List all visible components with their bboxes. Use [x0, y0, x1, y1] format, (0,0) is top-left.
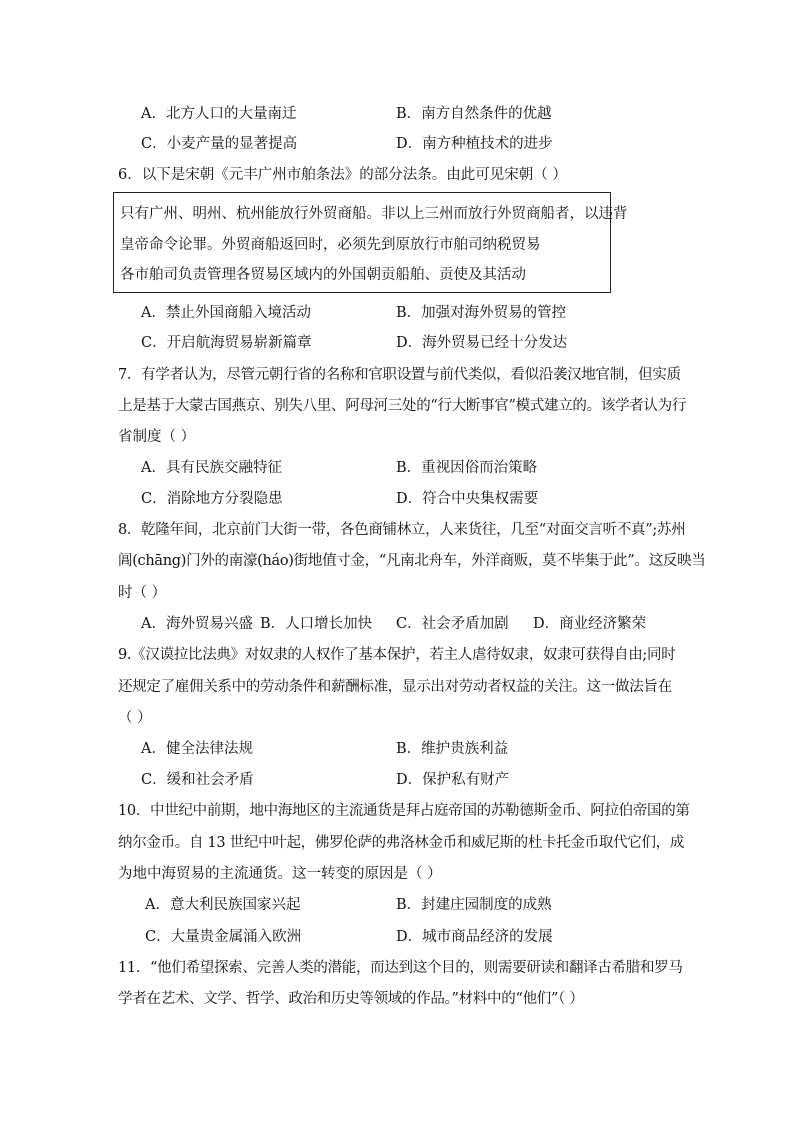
- q9-option-a[interactable]: A．健全法律法规: [141, 741, 253, 757]
- q10-option-c[interactable]: C．大量贵金属涌入欧洲: [145, 929, 302, 945]
- q7-option-b[interactable]: B．重视因俗而治策略: [396, 460, 538, 476]
- q9-option-d[interactable]: D．保护私有财产: [396, 772, 510, 788]
- q6-option-b[interactable]: B．加强对海外贸易的管控: [396, 305, 567, 321]
- q6-option-a[interactable]: A．禁止外国商船入境活动: [141, 305, 311, 321]
- q10-option-a[interactable]: A．意大利民族国家兴起: [145, 897, 301, 913]
- q5-option-b[interactable]: B．南方自然条件的优越: [396, 106, 552, 122]
- q7-option-a[interactable]: A．具有民族交融特征: [141, 460, 282, 476]
- q8-stem-line-3: 时（ ）: [118, 585, 167, 601]
- q8-option-c[interactable]: C．社会矛盾加剧: [396, 616, 509, 632]
- q9-stem-line-2: 还规定了雇佣关系中的劳动条件和薪酬标准，显示出对劳动者权益的关注。这一做法旨在: [118, 679, 672, 695]
- q5-option-a[interactable]: A．北方人口的大量南迁: [141, 106, 297, 122]
- q6-stem: 6．以下是宋朝《元丰广州市舶条法》的部分法条。由此可见宋朝（ ）: [118, 167, 567, 183]
- q5-option-c[interactable]: C．小麦产量的显著提高: [141, 136, 298, 152]
- q10-stem-line-3: 为地中海贸易的主流通货。这一转变的原因是（ ）: [118, 866, 442, 882]
- q9-stem-line-1: 9.《汉谟拉比法典》对奴隶的人权作了基本保护，若主人虐待奴隶，奴隶可获得自由;同时: [118, 647, 676, 663]
- q7-option-d[interactable]: D．符合中央集权需要: [396, 491, 539, 507]
- q6-option-c[interactable]: C．开启航海贸易崭新篇章: [141, 335, 312, 351]
- q10-stem-line-1: 10．中世纪中前期，地中海地区的主流通货是拜占庭帝国的苏勒德斯金币、阿拉伯帝国的第: [118, 803, 690, 819]
- q6-material-line-2: 皇帝命令论罪。外贸商船返回时，必须先到原放行市舶司纳税贸易: [120, 237, 541, 253]
- q8-stem-line-2: 阊(chāng)门外的南濠(háo)街地值寸金，“凡南北舟车，外洋商贩，莫不毕集于此”。这反映当: [118, 553, 706, 569]
- q6-material-line-3: 各市舶司负责管理各贸易区域内的外国朝贡船舶、贡使及其活动: [120, 267, 526, 283]
- q8-option-d[interactable]: D．商业经济繁荣: [533, 616, 647, 632]
- q10-stem-line-2: 纳尔金币。自 13 世纪中叶起，佛罗伦萨的弗洛林金币和威尼斯的杜卡托金币取代它们，成: [118, 835, 685, 851]
- q5-option-d[interactable]: D．南方种植技术的进步: [396, 136, 553, 152]
- q8-stem-line-1: 8．乾隆年间，北京前门大街一带，各色商铺林立，人来货往，几至“对面交言听不真”;苏州: [118, 522, 686, 538]
- q11-stem-line-2: 学者在艺术、文学、哲学、政治和历史等领域的作品。”材料中的“他们”（ ）: [118, 991, 584, 1007]
- q7-option-c[interactable]: C．消除地方分裂隐患: [141, 491, 283, 507]
- q7-stem-line-1: 7．有学者认为，尽管元朝行省的名称和官职设置与前代类似，看似沿袭汉地官制，但实质: [118, 367, 681, 383]
- q8-option-b[interactable]: B．人口增长加快: [260, 616, 373, 632]
- q9-option-b[interactable]: B．维护贵族利益: [396, 741, 509, 757]
- q8-option-a[interactable]: A．海外贸易兴盛: [141, 616, 253, 632]
- q10-option-b[interactable]: B．封建庄园制度的成熟: [396, 897, 552, 913]
- q7-stem-line-3: 省制度（ ）: [118, 429, 196, 445]
- q6-material-box: [113, 192, 628, 293]
- q9-option-c[interactable]: C．缓和社会矛盾: [141, 772, 254, 788]
- q9-stem-line-3: （ ）: [118, 710, 152, 726]
- q7-stem-line-2: 上是基于大蒙古国燕京、别失八里、阿母河三处的“行大断事官”模式建立的。该学者认为行: [118, 398, 687, 414]
- q10-option-d[interactable]: D．城市商品经济的发展: [396, 929, 553, 945]
- q6-material-line-1: 只有广州、明州、杭州能放行外贸商船。非以上三州而放行外贸商船者，以违背: [120, 206, 628, 222]
- q6-option-d[interactable]: D．海外贸易已经十分发达: [396, 335, 568, 351]
- q11-stem-line-1: 11．“他们希望探索、完善人类的潜能，而达到这个目的，则需要研读和翻译古希腊和罗马: [118, 960, 683, 976]
